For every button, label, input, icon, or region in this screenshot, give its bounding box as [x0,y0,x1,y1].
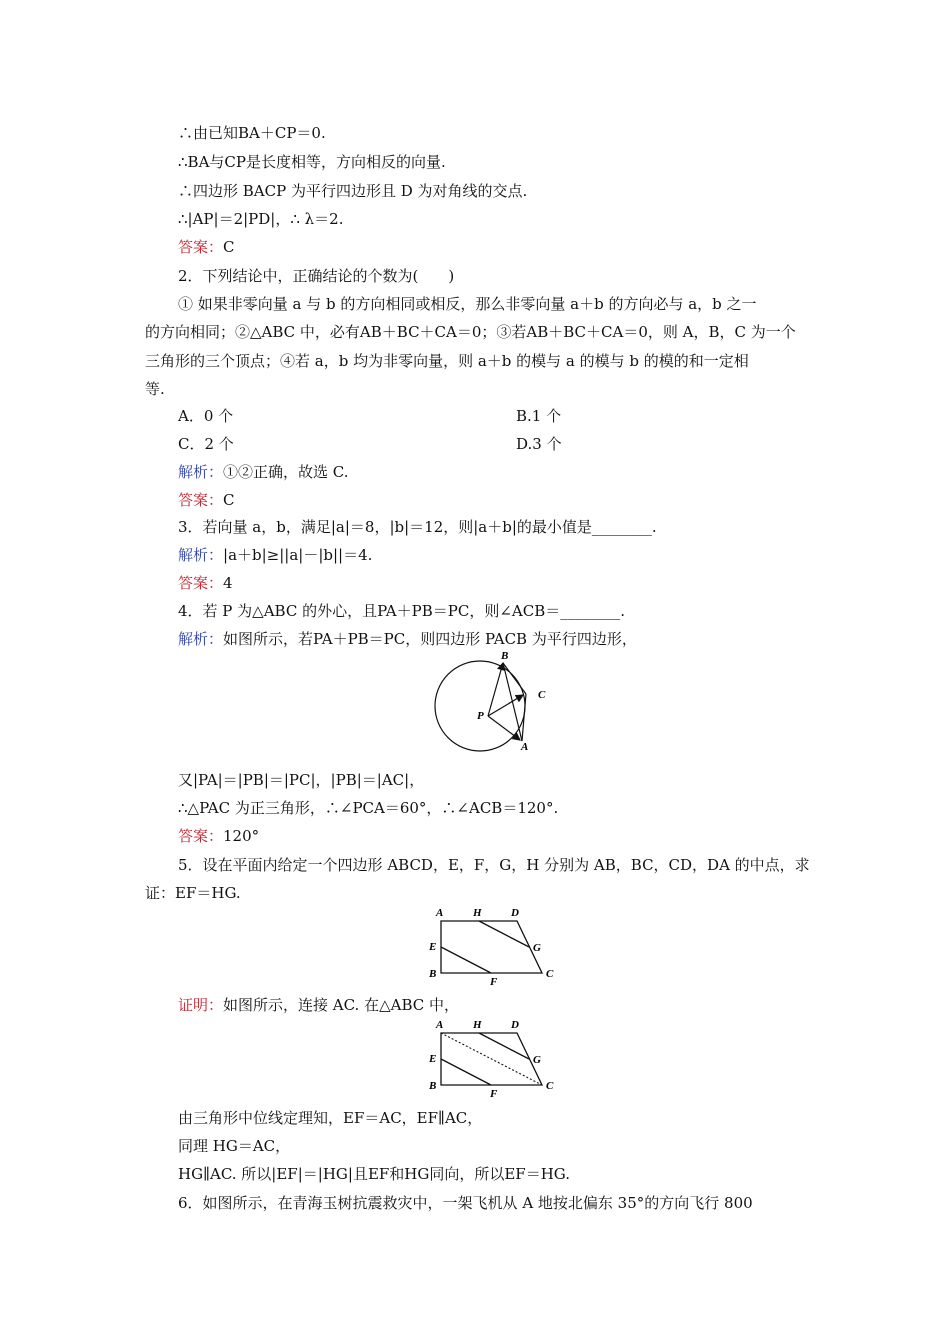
answer-label: 答案： [178,574,224,592]
question-6: 6．如图所示，在青海玉树抗震救灾中，一架飞机从 A 地按北偏东 35°的方向飞行 800 [178,1194,753,1212]
point-label: F [490,976,498,987]
analysis-label: 解析： [178,630,224,648]
answer-label: 答案： [178,491,224,509]
point-label: D [511,1019,519,1031]
quadrilateral-diagonal-figure [425,1017,560,1099]
analysis-label: 解析： [178,463,224,481]
answer-line [178,826,259,846]
text-line: ∴四边形 BACP 为平行四边形且 D 为对角线的交点. [178,182,528,200]
point-label: H [473,907,482,919]
point-label: G [533,1054,541,1066]
analysis-text: |a＋b|≥||a|－|b||＝4. [223,546,373,564]
answer-line [178,573,233,593]
text-line: ∴|AP|＝2|PD|，∴ λ＝2. [178,210,344,228]
question-2: 2．下列结论中，正确结论的个数为( ) [178,267,455,285]
answer-value: 120° [223,827,260,845]
answer-label: 答案： [178,238,224,256]
analysis-line [178,629,637,649]
point-label: G [533,942,541,954]
point-label: P [477,710,484,722]
text-line: 证：EF＝HG. [145,884,241,902]
analysis-line [178,545,372,565]
text-line: 三角形的三个顶点；④若 a，b 均为非零向量，则 a＋b 的模与 a 的模与 b 的模的和一定相 [145,352,749,370]
text-line: 同理 HG＝AC， [178,1137,291,1155]
point-label: E [429,941,437,953]
point-label: A [436,1019,444,1031]
point-label: A [436,907,444,919]
analysis-text: 如图所示，若PA＋PB＝PC，则四边形 PACB 为平行四边形， [223,630,637,648]
point-label: D [511,907,519,919]
answer-value: 4 [223,574,233,592]
quadrilateral-figure [425,905,560,987]
analysis-line [178,462,349,482]
text-line: ∴由已知BA＋CP＝0. [178,124,326,142]
text-line: ① 如果非零向量 a 与 b 的方向相同或相反，那么非零向量 a＋b 的方向必与 a，b 之一 [178,295,757,313]
point-label: A [521,741,529,753]
circle-figure [430,650,550,762]
question-5: 5．设在平面内给定一个四边形 ABCD，E，F，G，H 分别为 AB，BC，CD，DA 的中点，求 [178,856,810,874]
point-label: F [490,1088,498,1099]
point-label: C [538,689,546,701]
point-label: E [429,1053,437,1065]
question-4: 4．若 P 为△ABC 的外心，且PA＋PB＝PC，则∠ACB＝________. [178,602,625,620]
text-line: HG∥AC. 所以|EF|＝|HG|且EF和HG同向，所以EF＝HG. [178,1165,571,1183]
option-b: B.1 个 [516,407,562,425]
proof-line [178,995,459,1015]
point-label: B [429,968,437,980]
analysis-text: ①②正确，故选 C. [223,463,349,481]
proof-text: 如图所示，连接 AC. 在△ABC 中， [223,996,460,1014]
point-label: H [473,1019,482,1031]
analysis-label: 解析： [178,546,224,564]
point-label: C [546,1080,554,1092]
question-3: 3．若向量 a，b，满足|a|＝8，|b|＝12，则|a＋b|的最小值是________. [178,518,657,536]
text-line: 又|PA|＝|PB|＝|PC|，|PB|＝|AC|， [178,771,425,789]
proof-label: 证明： [178,996,224,1014]
text-line: ∴△PAC 为正三角形，∴∠PCA＝60°，∴∠ACB＝120°. [178,799,559,817]
text-line: 等. [145,380,165,398]
point-label: B [501,650,509,662]
option-a: A．0 个 [178,407,234,425]
text-line: 的方向相同；②△ABC 中，必有AB＋BC＋CA＝0；③若AB＋BC＋CA＝0，则 A，B，C 为一个 [145,323,796,341]
point-label: C [546,968,554,980]
answer-line [178,237,235,257]
option-c: C．2 个 [178,435,234,453]
text-line: 由三角形中位线定理知，EF＝AC，EF∥AC， [178,1109,483,1127]
answer-value: C [223,491,235,509]
option-d: D.3 个 [516,435,562,453]
point-label: B [429,1080,437,1092]
text-line: ∴BA与CP是长度相等，方向相反的向量. [178,153,446,171]
answer-line [178,490,235,510]
answer-label: 答案： [178,827,224,845]
answer-value: C [223,238,235,256]
